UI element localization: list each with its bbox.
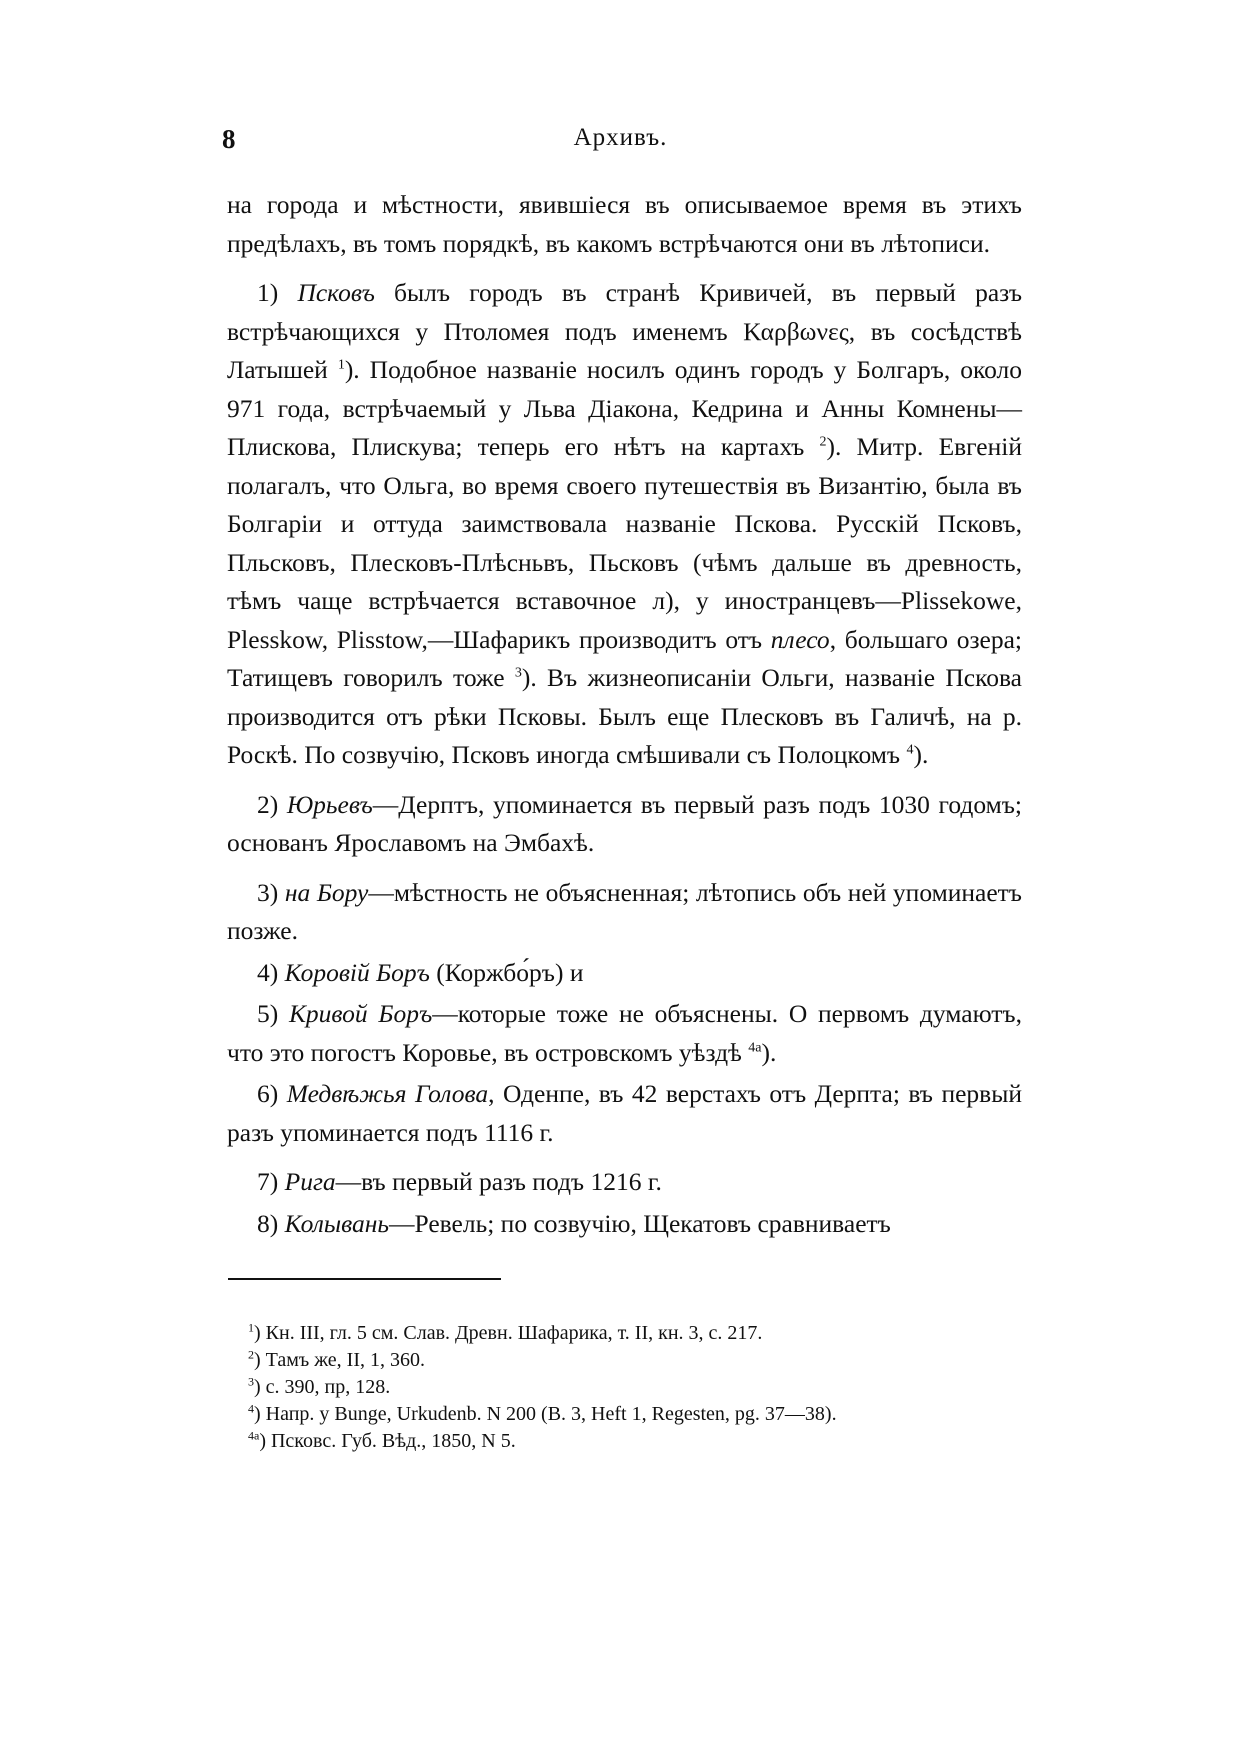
item-na-boru: 3) на Бору—мѣстность не объясненная; лѣтопись объ ней упоминаетъ позже. bbox=[227, 877, 1022, 945]
footnote-ref[interactable]: 4а bbox=[748, 1040, 762, 1055]
main-text bbox=[227, 186, 1022, 1243]
footnote: $^4$) Напр. у Bunge, Urkudenb. N 200 (B. 3, Heft 1, Regesten, pg. 37—38). bbox=[248, 1401, 837, 1425]
item-title: Медвѣжья Голова bbox=[286, 1079, 489, 1108]
item-title: Колывань bbox=[284, 1208, 389, 1238]
item-number: 1) bbox=[257, 278, 279, 307]
intro-paragraph: на города и мѣстности, явившіеся въ описываемое время въ этихъ предѣлахъ, въ томъ порядкѣ, въ какомъ встрѣчаются они въ лѣтописи. bbox=[227, 190, 1022, 258]
item-kolyvan: 8) Колывань—Ревель; по созвучію, Щекатовъ сравниваетъ bbox=[257, 1208, 891, 1238]
item-title: Псковъ bbox=[297, 278, 375, 307]
item-yuryev: 2) Юрьевъ—Дерптъ, упоминается въ первый разъ подъ 1030 годомъ; основанъ Ярославомъ на Эмбахѣ. bbox=[227, 789, 1022, 857]
running-title: Архивъ. bbox=[573, 124, 668, 151]
item-medvezhya-golova: 6) Медвѣжья Голова, Оденпе, въ 42 верстахъ отъ Дерпта; въ первый разъ упоминается подъ 1116 г. bbox=[227, 1079, 1023, 1147]
item-riga: 7) Рига—въ первый разъ подъ 1216 г. bbox=[257, 1167, 662, 1196]
item-title: Кривой Боръ bbox=[289, 999, 433, 1028]
item-title: Рига bbox=[284, 1167, 336, 1196]
page-number: 8 bbox=[222, 124, 236, 154]
footnote-ref[interactable]: 4 bbox=[906, 742, 914, 758]
item-title: Юрьевъ bbox=[286, 789, 373, 819]
footnote: $^1$) Кн. III, гл. 5 см. Слав. Древн. Шафарика, т. II, кн. 3, с. 217. bbox=[248, 1320, 763, 1344]
page-header bbox=[0, 124, 1241, 164]
item-title: Коровій Боръ bbox=[284, 957, 430, 987]
footnote-ref[interactable]: 3 bbox=[514, 665, 522, 681]
footnote-ref[interactable]: 1 bbox=[337, 357, 345, 373]
footnote: $^{4а}$) Псковс. Губ. Вѣд., 1850, N 5. bbox=[248, 1428, 516, 1452]
footnotes bbox=[248, 1320, 1028, 1455]
footnote-divider bbox=[228, 1278, 501, 1280]
item-koroviy-bor: 4) Коровій Боръ (Коржбо́ръ) и bbox=[257, 957, 584, 987]
footnote: $^2$) Тамъ же, II, 1, 360. bbox=[248, 1347, 426, 1371]
footnote-ref[interactable]: 2 bbox=[819, 434, 827, 450]
footnote: $^3$) с. 390, пр, 128. bbox=[248, 1374, 391, 1398]
item-title: на Бору bbox=[284, 877, 369, 907]
item-krivoy-bor: 5) Кривой Боръ—которые тоже не объяснены. О первомъ думаютъ, что это погостъ Коровье, въ островскомъ уѣздѣ $^{4а}$). bbox=[227, 999, 1022, 1067]
item-pskov: 1) Псковъ былъ городъ въ странѣ Кривичей, въ первый разъ встрѣчающихся у Птоломея подъ именемъ Καρβωνες, въ сосѣдствѣ Латышей $^1$). Подобное названіе носилъ одинъ городъ у Болгаръ, около 971 года, встрѣчаемый у Льва Діакона, Кедрина и Анны Комнены—Плискова, Плискува; теперь его нѣтъ на картахъ $^2$). Митр. Евгеній полагалъ, что Ольга, во время своего путешествія въ Византію, была въ Болгаріи и оттуда заимствовала названіе Пскова. Русскій Псковъ, Пльсковъ, Плесковъ-Плѣсньвъ, Пьсковъ (чѣмъ дальше въ древность, тѣмъ чаще встрѣчается вставочное л), у иностранцевъ—Plissekowe, Plesskow, Plisstow,—Шафарикъ производитъ отъ плесо, большаго озера; Татищевъ говорилъ тоже $^3$). Въ жизнеописаніи Ольги, названіе Пскова производится отъ рѣки Псковы. Былъ еще Плесковъ въ Галичѣ, на р. Роскѣ. По созвучію, Псковъ иногда смѣшивали съ Полоцкомъ $^4$). bbox=[227, 278, 1023, 769]
